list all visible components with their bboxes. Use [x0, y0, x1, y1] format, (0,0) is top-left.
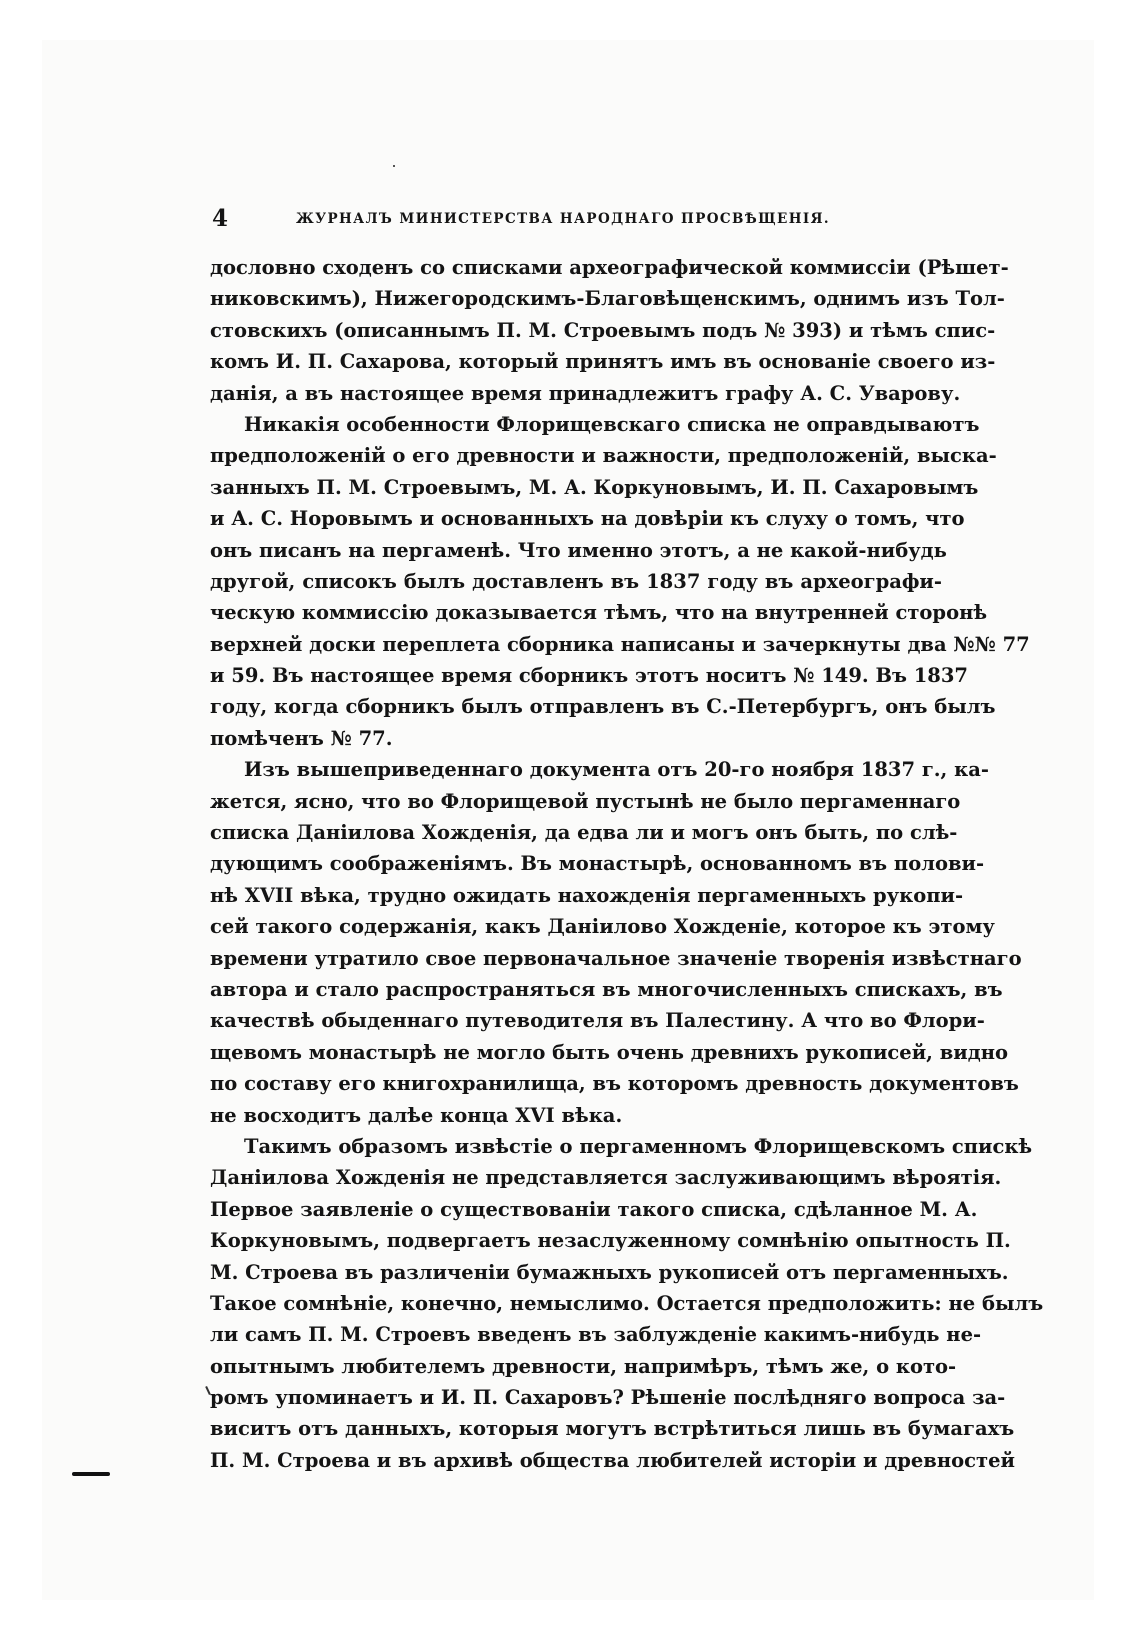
- text-line: по составу его книгохранилища, въ которомъ древность документовъ: [210, 1072, 1019, 1096]
- text-line: стовскихъ (описаннымъ П. М. Строевымъ подъ № 393) и тѣмъ спис-: [210, 318, 996, 342]
- text-line: дующимъ соображеніямъ. Въ монастырѣ, основанномъ въ полови-: [210, 852, 985, 876]
- paragraph-start-line: Такимъ образомъ извѣстіе о пергаменномъ Флорищевскомъ спискѣ: [244, 1134, 1033, 1158]
- text-line: П. М. Строева и въ архивѣ общества любителей исторіи и древностей: [210, 1448, 1015, 1472]
- edge-dash-mark: [72, 1472, 110, 1476]
- text-line: Такое сомнѣніе, конечно, немыслимо. Остается предположить: не былъ: [210, 1291, 1044, 1315]
- text-line: качествѣ обыденнаго путеводителя въ Палестину. А что во Флори-: [210, 1009, 985, 1033]
- running-head: ЖУРНАЛЪ МИНИСТЕРСТВА НАРОДНАГО ПРОСВѢЩЕНІЯ.: [296, 211, 830, 227]
- text-line: ли самъ П. М. Строевъ введенъ въ заблужденіе какимъ-нибудь не-: [210, 1323, 982, 1347]
- body-text: [210, 252, 1044, 1476]
- text-line: Даніилова Хожденія не представляется заслуживающимъ вѣроятія.: [210, 1166, 1002, 1190]
- text-line: опытнымъ любителемъ древности, напримѣръ, тѣмъ же, о кото-: [210, 1354, 957, 1378]
- page-number: 4: [212, 205, 229, 232]
- text-line: дословно сходенъ со списками археографической коммиссіи (Рѣшет-: [210, 256, 1009, 279]
- text-line: Первое заявленіе о существованіи такого списка, сдѣланное М. А.: [210, 1197, 978, 1221]
- text-line: онъ писанъ на пергаменѣ. Что именно этотъ, а не какой-нибудь: [210, 538, 947, 562]
- text-line: верхней доски переплета сборника написаны и зачеркнуты два №№ 77: [210, 632, 1030, 656]
- text-line: виситъ отъ данныхъ, которыя могутъ встрѣтиться лишь въ бумагахъ: [210, 1417, 1015, 1441]
- text-line: времени утратило свое первоначальное значеніе творенія извѣстнаго: [210, 946, 1022, 970]
- text-line: помѣченъ № 77.: [210, 726, 393, 750]
- text-line: и 59. Въ настоящее время сборникъ этотъ носитъ № 149. Въ 1837: [210, 664, 968, 688]
- text-line: не восходитъ далѣе конца XVI вѣка.: [210, 1103, 623, 1127]
- text-line: другой, списокъ былъ доставленъ въ 1837 году въ археографи-: [210, 569, 942, 593]
- text-line: никовскимъ), Нижегородскимъ-Благовѣщенскимъ, однимъ изъ Тол-: [210, 287, 1005, 311]
- text-line: занныхъ П. М. Строевымъ, М. А. Коркуновымъ, И. П. Сахаровымъ: [210, 475, 979, 499]
- text-line: году, когда сборникъ былъ отправленъ въ С.-Петербургъ, онъ былъ: [210, 695, 996, 719]
- text-line: жется, ясно, что во Флорищевой пустынѣ не было пергаменнаго: [210, 789, 961, 813]
- paragraph-start-line: Никакія особенности Флорищевскаго списка не оправдываютъ: [244, 412, 980, 436]
- text-line: автора и стало распространяться въ многочисленныхъ спискахъ, въ: [210, 977, 1003, 1001]
- text-line: Коркуновымъ, подвергаетъ незаслуженному сомнѣнію опытность П.: [210, 1229, 1011, 1253]
- scan-speck: [393, 165, 395, 167]
- text-line: М. Строева въ различеніи бумажныхъ рукописей отъ пергаменныхъ.: [210, 1260, 1009, 1284]
- paragraph-start-line: Изъ вышеприведеннаго документа отъ 20-го ноября 1837 г., ка-: [244, 758, 989, 782]
- text-line: данія, а въ настоящее время принадлежитъ графу А. С. Уварову.: [210, 381, 961, 405]
- text-line: списка Даніилова Хожденія, да едва ли и могъ онъ быть, по слѣ-: [210, 821, 958, 845]
- page-header: [212, 205, 940, 241]
- text-line: комъ И. П. Сахарова, который принятъ имъ въ основаніе своего из-: [210, 350, 996, 374]
- text-line: и А. С. Норовымъ и основанныхъ на довѣріи къ слуху о томъ, что: [210, 507, 965, 531]
- text-line: ческую коммиссію доказывается тѣмъ, что на внутренней сторонѣ: [210, 601, 988, 625]
- text-line: сей такого содержанія, какъ Даніилово Хожденіе, которое къ этому: [210, 915, 995, 939]
- text-line: предположеній о его древности и важности, предположеній, выска-: [210, 444, 997, 468]
- text-line: ромъ упоминаетъ и И. П. Сахаровъ? Рѣшеніе послѣдняго вопроса за-: [210, 1386, 1006, 1410]
- text-line: нѣ XVII вѣка, трудно ожидать нахожденія пергаменныхъ рукопи-: [210, 883, 964, 907]
- text-line: щевомъ монастырѣ не могло быть очень древнихъ рукописей, видно: [210, 1040, 1009, 1064]
